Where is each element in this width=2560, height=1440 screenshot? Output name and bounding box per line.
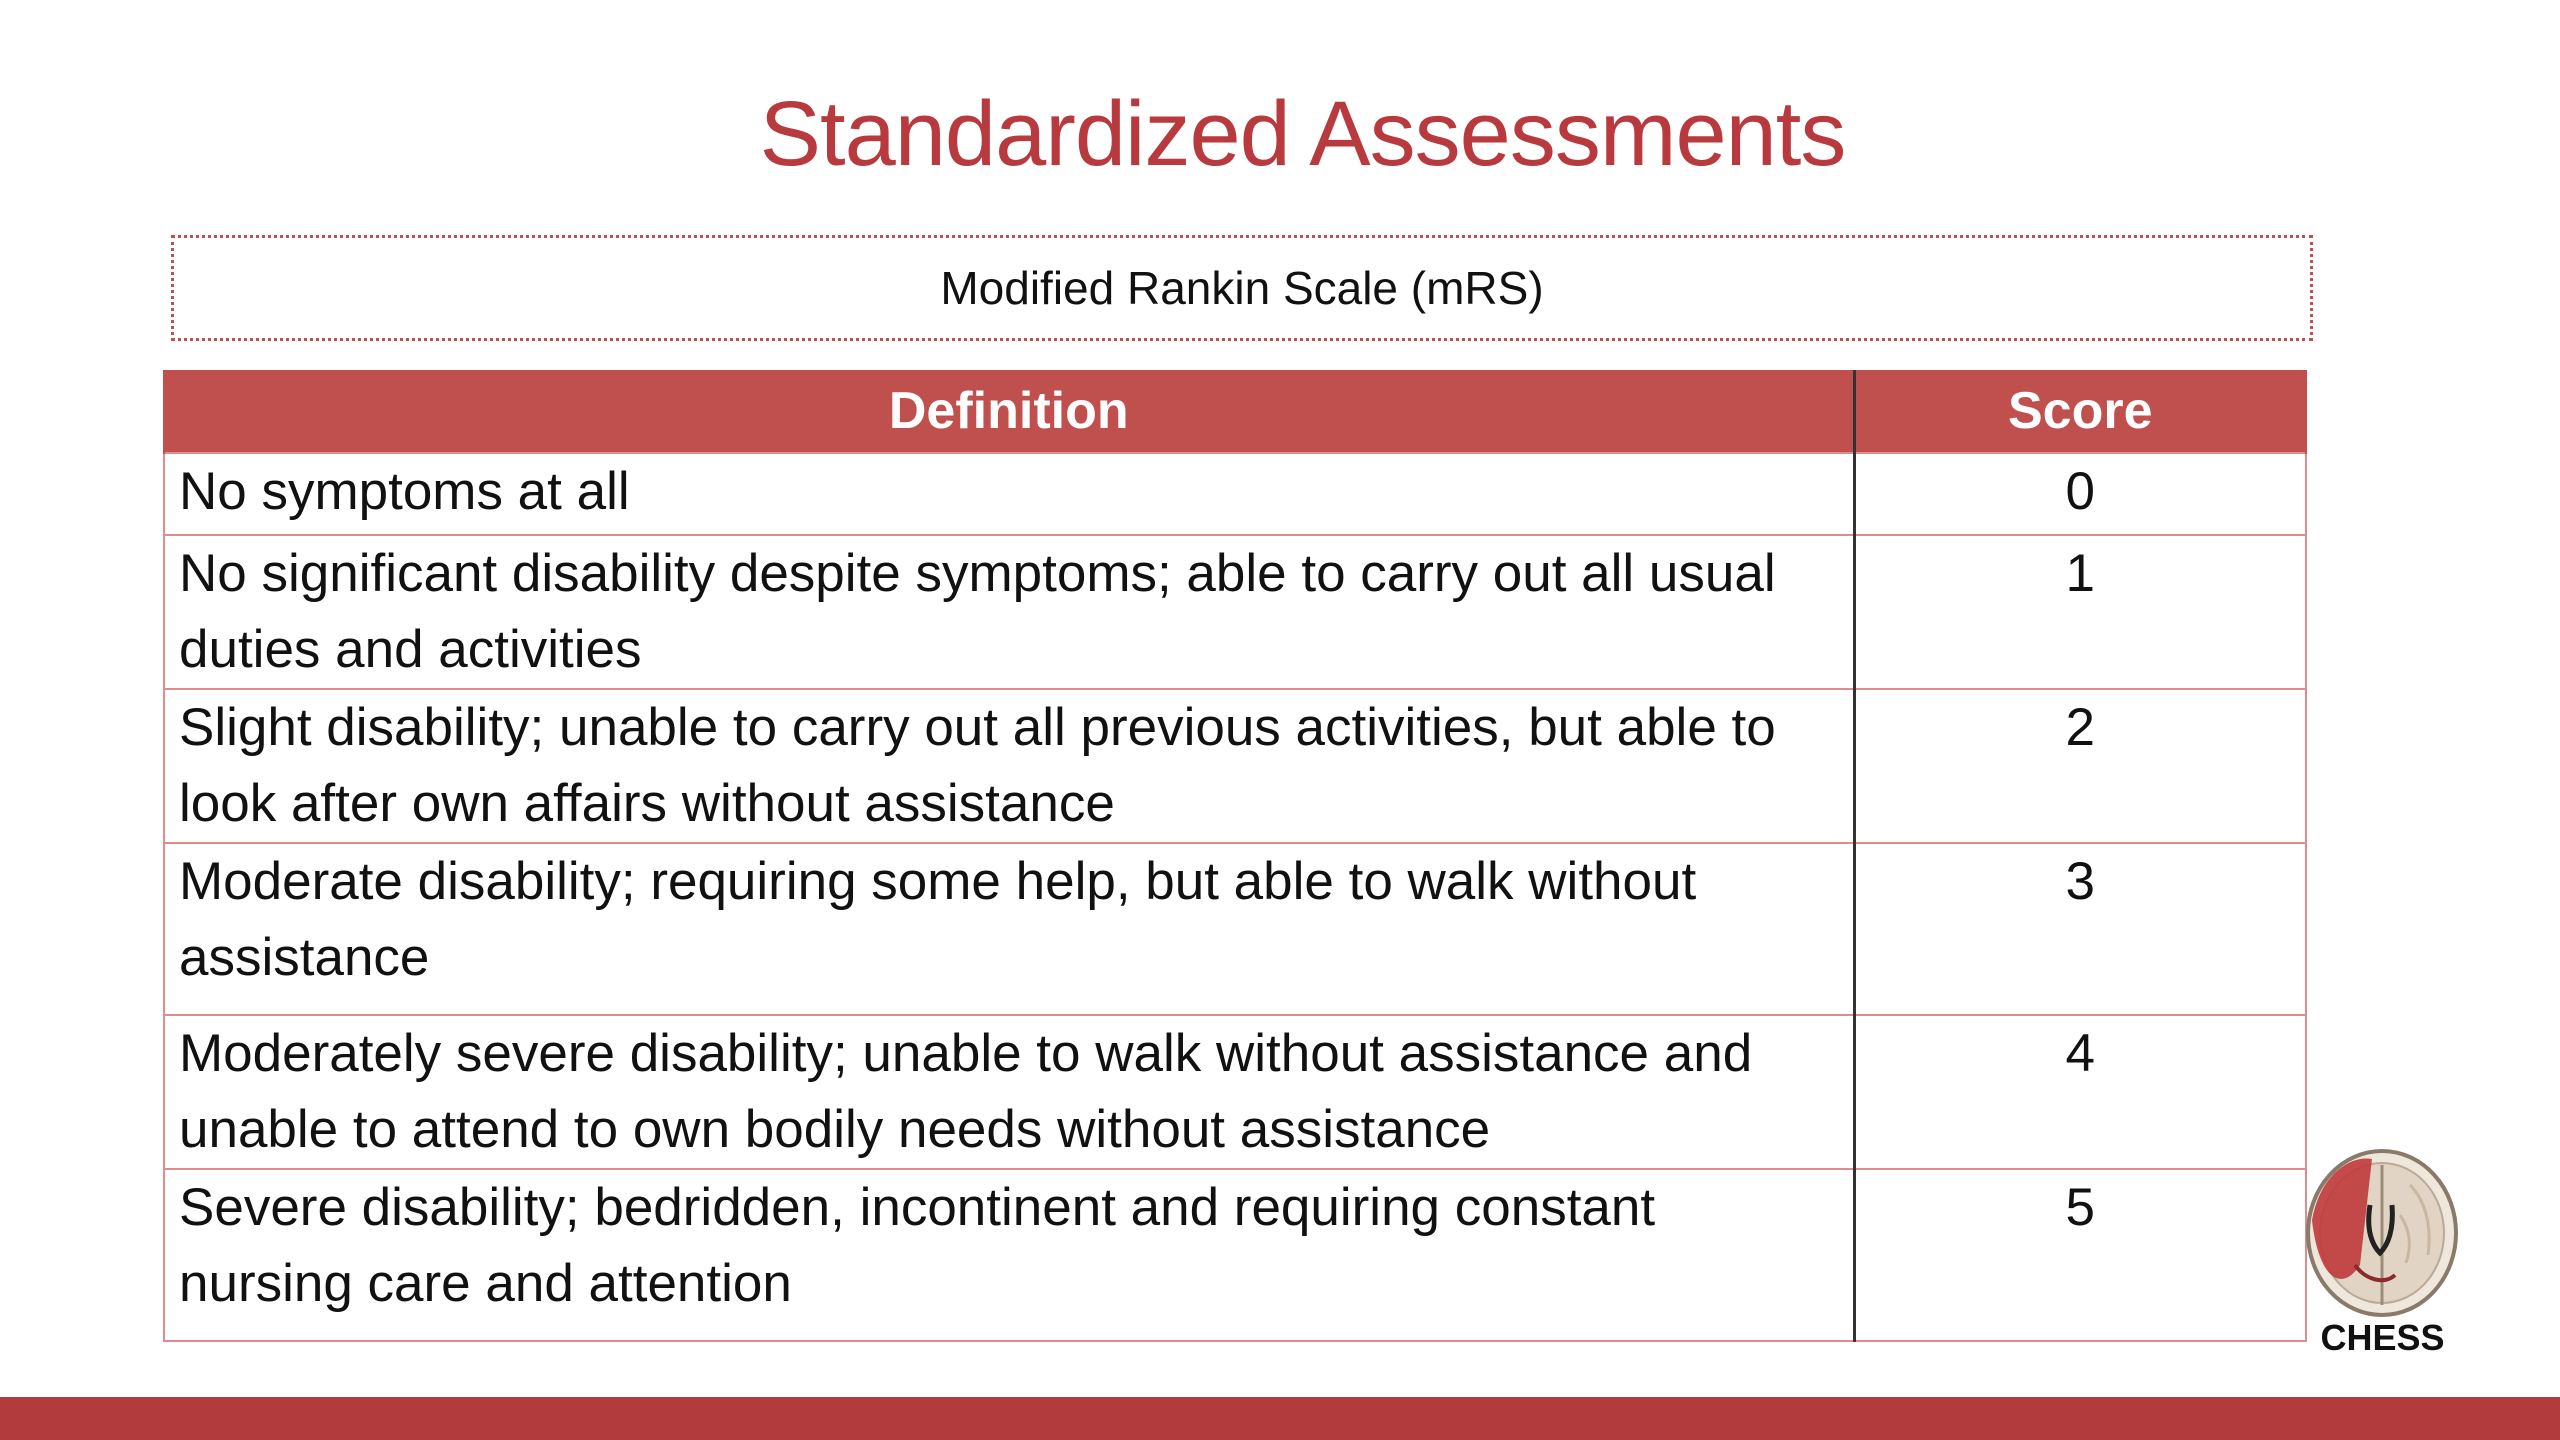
slide-title: Standardized Assessments bbox=[759, 83, 1846, 185]
definition-cell: Moderately severe disability; unable to walk without assistance and unable to attend to own bodily needs without assistance bbox=[164, 1015, 1854, 1169]
table-row bbox=[164, 453, 2306, 535]
definition-header: Definition bbox=[164, 370, 1854, 453]
score-cell: 2 bbox=[1854, 689, 2306, 843]
score-cell: 5 bbox=[1854, 1169, 2306, 1341]
table-row bbox=[164, 1169, 2306, 1341]
brain-scan-icon bbox=[2300, 1145, 2465, 1320]
table-row bbox=[164, 1015, 2306, 1169]
score-cell: 3 bbox=[1854, 843, 2306, 1015]
definition-cell: Severe disability; bedridden, incontinent and requiring constant nursing care and attention bbox=[164, 1169, 1854, 1341]
mrs-table bbox=[163, 370, 2307, 1342]
table-row bbox=[164, 535, 2306, 689]
definition-cell: Moderate disability; requiring some help, but able to walk without assistance bbox=[164, 843, 1854, 1015]
logo-text: CHESS bbox=[2320, 1317, 2445, 1358]
score-cell: 4 bbox=[1854, 1015, 2306, 1169]
chess-logo bbox=[2300, 1145, 2465, 1365]
score-cell: 0 bbox=[1854, 453, 2306, 535]
scale-name: Modified Rankin Scale (mRS) bbox=[940, 262, 1544, 314]
table-header-row bbox=[164, 370, 2306, 453]
definition-cell: No symptoms at all bbox=[164, 453, 1854, 535]
score-cell: 1 bbox=[1854, 535, 2306, 689]
score-header: Score bbox=[1854, 370, 2306, 453]
footer-bar bbox=[0, 1397, 2560, 1440]
definition-cell: Slight disability; unable to carry out all previous activities, but able to look after own affairs without assistance bbox=[164, 689, 1854, 843]
definition-cell: No significant disability despite symptoms; able to carry out all usual duties and activities bbox=[164, 535, 1854, 689]
table-row bbox=[164, 689, 2306, 843]
scale-name-box bbox=[171, 235, 2313, 341]
table-row bbox=[164, 843, 2306, 1015]
